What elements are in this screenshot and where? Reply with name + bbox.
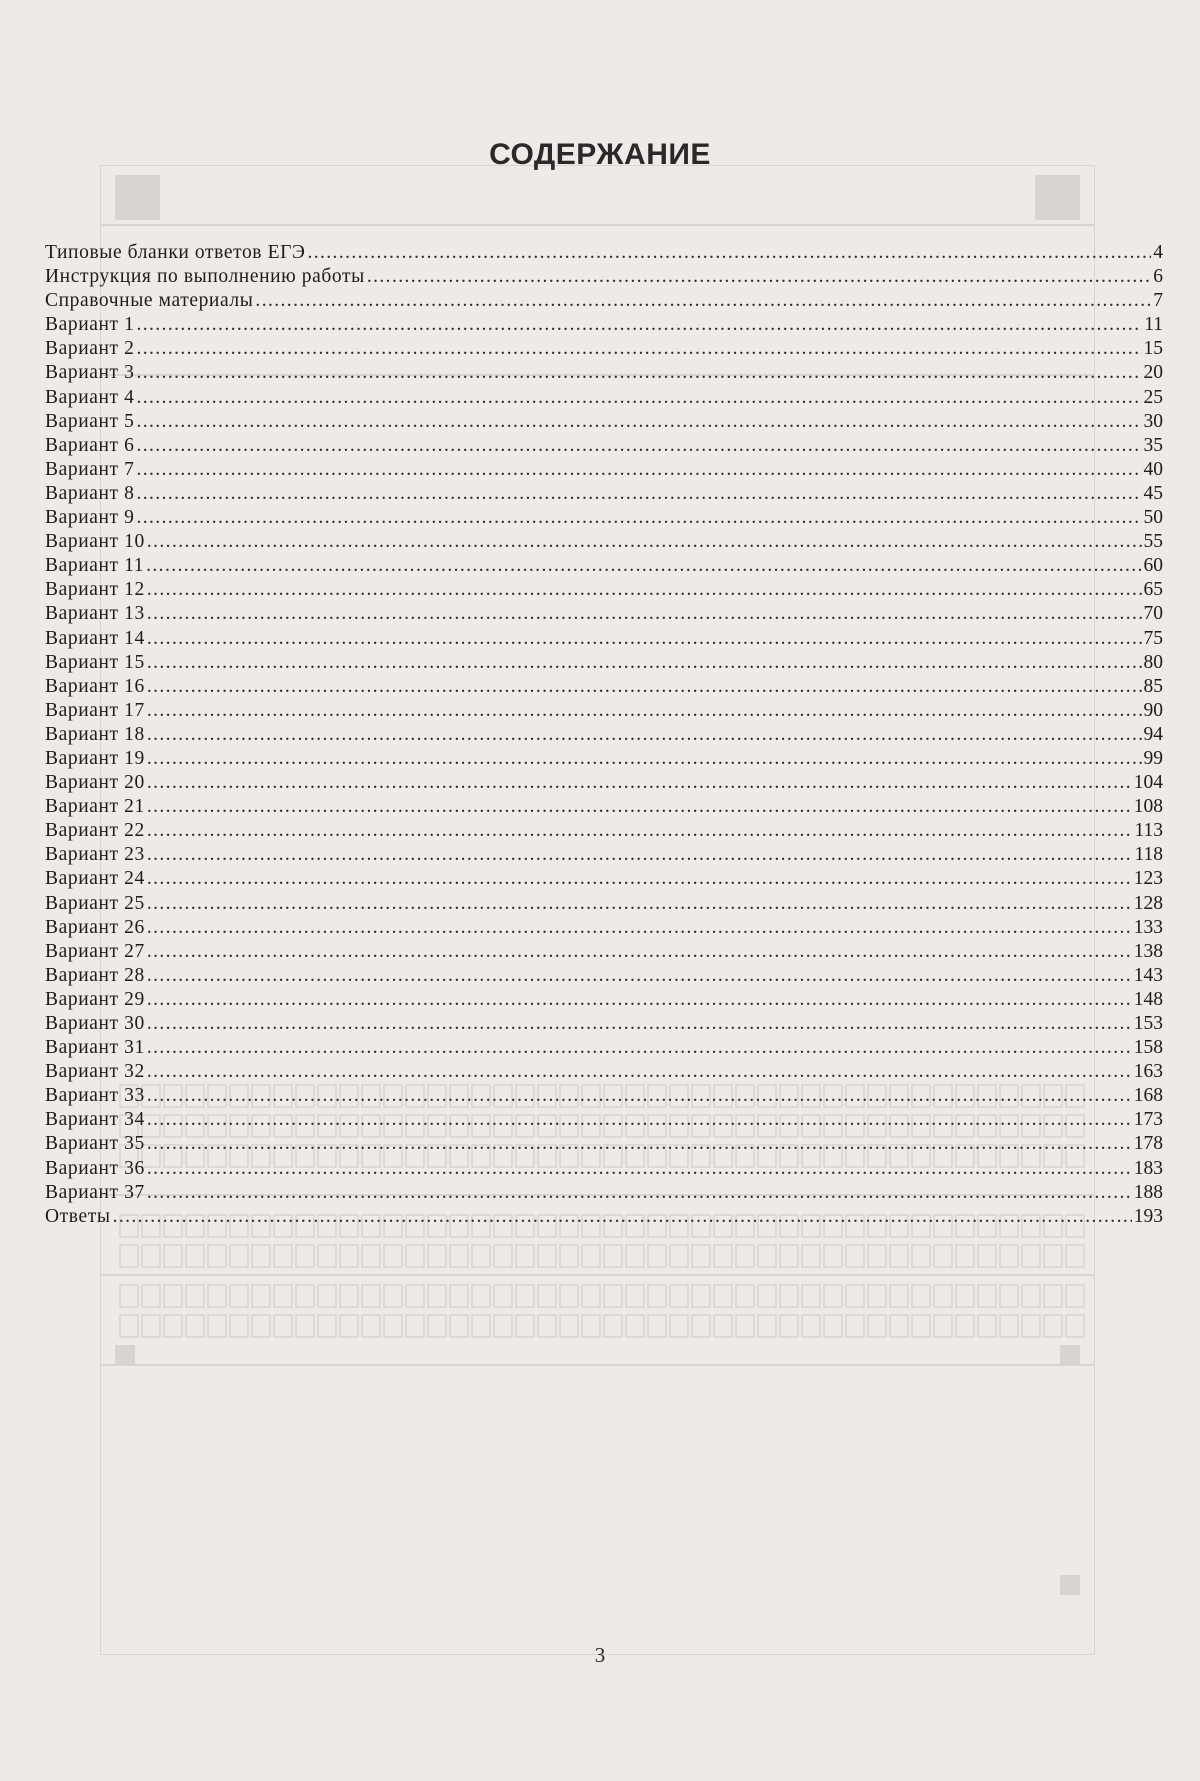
toc-entry[interactable] bbox=[45, 386, 1163, 410]
toc-entry-page: 193 bbox=[1133, 1205, 1163, 1227]
dot-leader bbox=[147, 651, 1142, 675]
toc-entry[interactable] bbox=[45, 843, 1163, 867]
toc-entry-label: Вариант 32 bbox=[45, 1061, 145, 1083]
toc-entry-page: 113 bbox=[1134, 820, 1163, 842]
toc-entry-page: 118 bbox=[1134, 844, 1163, 866]
toc-entry-page: 15 bbox=[1143, 338, 1163, 360]
dot-leader bbox=[146, 554, 1141, 578]
dot-leader bbox=[147, 1157, 1132, 1181]
toc-entry[interactable] bbox=[45, 1108, 1163, 1132]
toc-entry[interactable] bbox=[45, 361, 1163, 385]
toc-entry-label: Вариант 37 bbox=[45, 1181, 145, 1203]
toc-entry-label: Вариант 4 bbox=[45, 386, 135, 408]
toc-entry[interactable] bbox=[45, 1181, 1163, 1205]
toc-entry[interactable] bbox=[45, 241, 1163, 265]
dot-leader bbox=[147, 602, 1142, 626]
toc-entry-label: Вариант 13 bbox=[45, 603, 145, 625]
dot-leader bbox=[147, 699, 1142, 723]
dot-leader bbox=[136, 386, 1141, 410]
toc-entry-label: Вариант 9 bbox=[45, 507, 135, 529]
toc-entry-page: 65 bbox=[1143, 579, 1163, 601]
toc-entry-label: Вариант 17 bbox=[45, 699, 145, 721]
toc-entry[interactable] bbox=[45, 482, 1163, 506]
toc-entry-label: Вариант 23 bbox=[45, 844, 145, 866]
toc-entry-page: 163 bbox=[1133, 1061, 1163, 1083]
dot-leader bbox=[147, 771, 1132, 795]
toc-entry-page: 70 bbox=[1143, 603, 1163, 625]
toc-entry[interactable] bbox=[45, 530, 1163, 554]
dot-leader bbox=[136, 434, 1141, 458]
dot-leader bbox=[147, 723, 1142, 747]
toc-entry[interactable] bbox=[45, 892, 1163, 916]
toc-entry-page: 55 bbox=[1143, 531, 1163, 553]
toc-entry-label: Вариант 14 bbox=[45, 627, 145, 649]
toc-entry-label: Вариант 6 bbox=[45, 434, 135, 456]
dot-leader bbox=[136, 313, 1142, 337]
toc-entry-page: 6 bbox=[1153, 266, 1163, 288]
toc-entry-label: Вариант 2 bbox=[45, 338, 135, 360]
toc-entry-label: Инструкция по выполнению работы bbox=[45, 266, 365, 288]
toc-entry[interactable] bbox=[45, 940, 1163, 964]
dot-leader bbox=[307, 241, 1151, 265]
toc-entry-label: Вариант 26 bbox=[45, 916, 145, 938]
toc-entry[interactable] bbox=[45, 1132, 1163, 1156]
toc-entry-page: 104 bbox=[1133, 772, 1163, 794]
dot-leader bbox=[147, 867, 1132, 891]
toc-entry[interactable] bbox=[45, 554, 1163, 578]
toc-entry-label: Вариант 5 bbox=[45, 410, 135, 432]
toc-entry-page: 168 bbox=[1133, 1085, 1163, 1107]
toc-entry-page: 11 bbox=[1144, 314, 1163, 336]
toc-entry-page: 138 bbox=[1133, 940, 1163, 962]
toc-entry-label: Ответы bbox=[45, 1205, 111, 1227]
toc-entry-page: 123 bbox=[1133, 868, 1163, 890]
toc-entry[interactable] bbox=[45, 265, 1163, 289]
toc-entry[interactable] bbox=[45, 699, 1163, 723]
toc-entry[interactable] bbox=[45, 771, 1163, 795]
toc-entry[interactable] bbox=[45, 1157, 1163, 1181]
toc-entry[interactable] bbox=[45, 1060, 1163, 1084]
dot-leader bbox=[147, 1084, 1132, 1108]
page-number: 3 bbox=[594, 1643, 606, 1667]
toc-entry-page: 94 bbox=[1143, 723, 1163, 745]
toc-entry[interactable] bbox=[45, 410, 1163, 434]
dot-leader bbox=[136, 361, 1141, 385]
toc-entry[interactable] bbox=[45, 627, 1163, 651]
toc-entry-label: Вариант 30 bbox=[45, 1013, 145, 1034]
toc-entry-page: 7 bbox=[1153, 290, 1163, 312]
toc-entry-page: 85 bbox=[1143, 675, 1163, 697]
toc-entry-page: 40 bbox=[1143, 458, 1163, 480]
dot-leader bbox=[136, 506, 1141, 530]
toc-entry-page: 108 bbox=[1133, 796, 1163, 818]
dot-leader bbox=[147, 819, 1133, 843]
toc-entry[interactable] bbox=[45, 602, 1163, 626]
dot-leader bbox=[113, 1205, 1132, 1229]
toc-entry-label: Вариант 19 bbox=[45, 747, 145, 769]
toc-entry-page: 183 bbox=[1133, 1157, 1163, 1179]
toc-entry[interactable] bbox=[45, 651, 1163, 675]
toc-entry-page: 90 bbox=[1143, 699, 1163, 721]
toc-entry[interactable] bbox=[45, 723, 1163, 747]
toc-entry-label: Вариант 24 bbox=[45, 868, 145, 890]
toc-entry-label: Вариант 29 bbox=[45, 988, 145, 1010]
toc-entry-label: Вариант 10 bbox=[45, 531, 145, 553]
toc-entry-page: 25 bbox=[1143, 386, 1163, 408]
toc-entry-label: Вариант 12 bbox=[45, 579, 145, 601]
toc-entry-label: Вариант 18 bbox=[45, 723, 145, 745]
toc-entry-label: Вариант 8 bbox=[45, 482, 135, 504]
dot-leader bbox=[147, 530, 1142, 554]
toc-entry[interactable] bbox=[45, 675, 1163, 699]
toc-entry-label: Вариант 20 bbox=[45, 772, 145, 794]
dot-leader bbox=[147, 940, 1132, 964]
toc-entry-page: 60 bbox=[1143, 555, 1163, 577]
dot-leader bbox=[136, 410, 1141, 434]
dot-leader bbox=[147, 1060, 1132, 1084]
dot-leader bbox=[147, 675, 1142, 699]
toc-entry-label: Вариант 33 bbox=[45, 1085, 145, 1107]
toc-entry[interactable] bbox=[45, 867, 1163, 891]
toc-entry-page: 35 bbox=[1143, 434, 1163, 456]
toc-entry-page: 158 bbox=[1133, 1037, 1163, 1059]
toc-entry-label: Вариант 25 bbox=[45, 892, 145, 914]
toc-entry[interactable] bbox=[45, 458, 1163, 482]
toc-entry-label: Вариант 28 bbox=[45, 964, 145, 986]
toc-entry-label: Вариант 1 bbox=[45, 314, 135, 336]
toc-entry[interactable] bbox=[45, 819, 1163, 843]
toc-entry-page: 50 bbox=[1143, 507, 1163, 529]
dot-leader bbox=[147, 988, 1132, 1012]
toc-entry[interactable] bbox=[45, 1012, 1163, 1036]
toc-entry[interactable] bbox=[45, 434, 1163, 458]
dot-leader bbox=[367, 265, 1151, 289]
toc-entry-label: Вариант 31 bbox=[45, 1037, 145, 1059]
dot-leader bbox=[147, 1012, 1132, 1036]
toc-entry[interactable] bbox=[45, 1084, 1163, 1108]
toc-entry-page: 143 bbox=[1133, 964, 1163, 986]
toc-entry[interactable] bbox=[45, 1205, 1163, 1229]
toc-entry-page: 188 bbox=[1133, 1181, 1163, 1203]
toc-entry-label: Вариант 7 bbox=[45, 458, 135, 480]
toc-entry-page: 80 bbox=[1143, 651, 1163, 673]
toc-entry-label: Вариант 35 bbox=[45, 1133, 145, 1155]
toc-entry-page: 178 bbox=[1133, 1133, 1163, 1155]
toc-entry[interactable] bbox=[45, 916, 1163, 940]
dot-leader bbox=[147, 795, 1132, 819]
dot-leader bbox=[136, 458, 1141, 482]
toc-entry-page: 30 bbox=[1143, 410, 1163, 432]
dot-leader bbox=[147, 843, 1133, 867]
dot-leader bbox=[255, 289, 1151, 313]
toc-entry-page: 148 bbox=[1133, 988, 1163, 1010]
toc-entry-label: Типовые бланки ответов ЕГЭ bbox=[45, 242, 306, 263]
dot-leader bbox=[136, 482, 1141, 506]
toc-entry-page: 75 bbox=[1143, 627, 1163, 649]
dot-leader bbox=[147, 1108, 1132, 1132]
dot-leader bbox=[147, 1132, 1132, 1156]
dot-leader bbox=[147, 964, 1132, 988]
toc-entry[interactable] bbox=[45, 964, 1163, 988]
dot-leader bbox=[147, 916, 1132, 940]
toc-entry[interactable] bbox=[45, 988, 1163, 1012]
toc-entry[interactable] bbox=[45, 289, 1163, 313]
dot-leader bbox=[147, 578, 1142, 602]
toc-entry[interactable] bbox=[45, 1036, 1163, 1060]
toc-entry-page: 4 bbox=[1153, 242, 1163, 263]
toc-entry-page: 133 bbox=[1133, 916, 1163, 938]
toc-entry[interactable] bbox=[45, 506, 1163, 530]
toc-entry-page: 173 bbox=[1133, 1109, 1163, 1131]
toc-entry-label: Вариант 3 bbox=[45, 362, 135, 384]
dot-leader bbox=[147, 1036, 1132, 1060]
toc-entry-label: Вариант 36 bbox=[45, 1157, 145, 1179]
toc-entry-label: Вариант 21 bbox=[45, 796, 145, 818]
toc-entry-label: Вариант 16 bbox=[45, 675, 145, 697]
toc-entry-page: 20 bbox=[1143, 362, 1163, 384]
page-title: СОДЕРЖАНИЕ bbox=[489, 138, 711, 171]
dot-leader bbox=[136, 337, 1141, 361]
dot-leader bbox=[147, 892, 1132, 916]
toc-entry-label: Вариант 11 bbox=[45, 555, 145, 577]
toc-entry-label: Вариант 34 bbox=[45, 1109, 145, 1131]
toc-entry[interactable] bbox=[45, 795, 1163, 819]
toc-entry-page: 128 bbox=[1133, 892, 1163, 914]
toc-entry-label: Вариант 22 bbox=[45, 820, 145, 842]
toc-entry-label: Справочные материалы bbox=[45, 290, 254, 312]
toc-entry[interactable] bbox=[45, 747, 1163, 771]
table-of-contents bbox=[45, 241, 1163, 1229]
toc-entry-page: 99 bbox=[1143, 747, 1163, 769]
dot-leader bbox=[147, 627, 1142, 651]
toc-entry-page: 45 bbox=[1143, 482, 1163, 504]
dot-leader bbox=[147, 1181, 1132, 1205]
toc-entry-page: 153 bbox=[1133, 1013, 1163, 1034]
toc-entry-label: Вариант 15 bbox=[45, 651, 145, 673]
toc-entry[interactable] bbox=[45, 578, 1163, 602]
toc-entry[interactable] bbox=[45, 313, 1163, 337]
dot-leader bbox=[147, 747, 1142, 771]
toc-entry-label: Вариант 27 bbox=[45, 940, 145, 962]
toc-entry[interactable] bbox=[45, 337, 1163, 361]
